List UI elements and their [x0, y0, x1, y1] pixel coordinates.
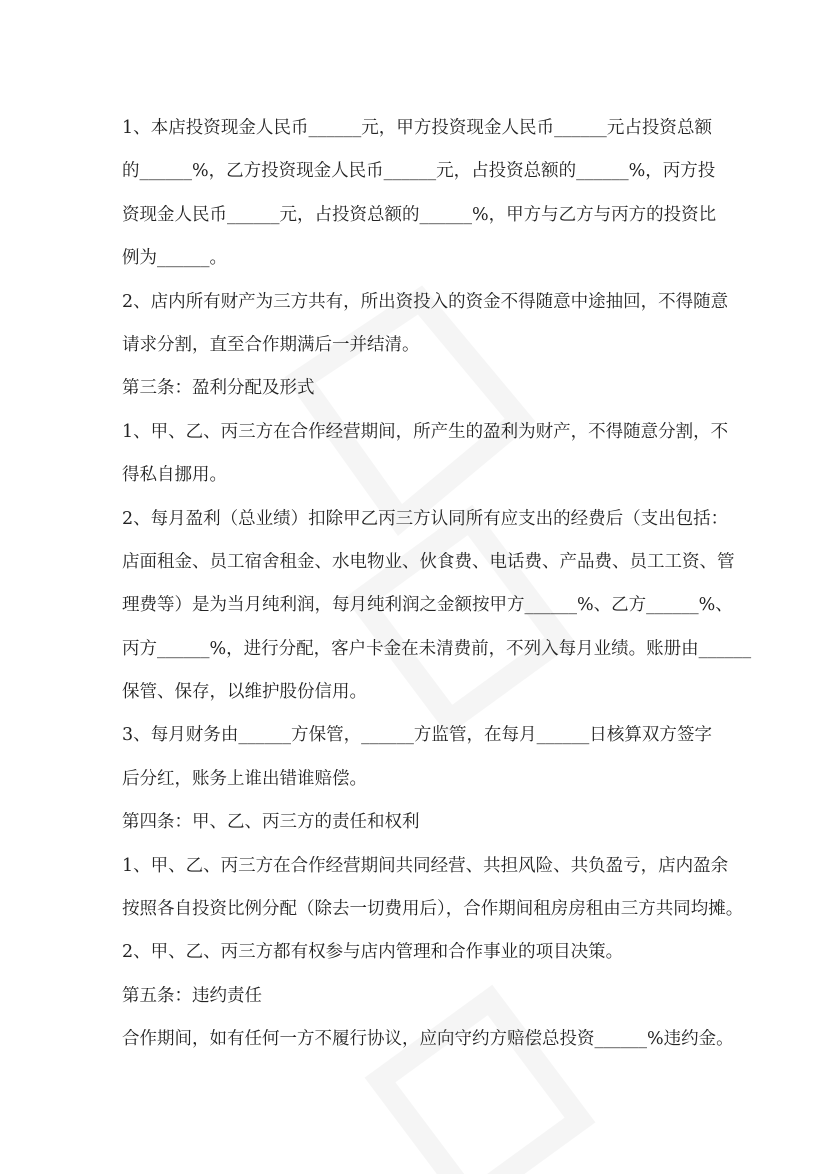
- text-line-content: 1、甲、乙、丙三方在合作经营期间，所产生的盈利为财产，不得随意分割，不: [122, 421, 729, 442]
- text-line: [122, 587, 733, 630]
- text-line-content: 按照各自投资比例分配（除去一切费用后），合作期间租房房租由三方共同均摊。: [122, 899, 744, 920]
- text-line: [122, 717, 712, 760]
- text-line: [122, 1021, 734, 1064]
- text-line-content: 第五条：违约责任: [122, 985, 262, 1006]
- text-line-content: 3、每月财务由______方保管，______方监管，在每月______日核算双方签字: [122, 725, 713, 746]
- text-line-content: 丙方______%，进行分配，客户卡金在未清费前，不列入每月业绩。账册由______: [122, 638, 752, 659]
- text-line-content: 保管、保存，以维护股份信用。: [122, 682, 367, 703]
- text-line: [122, 631, 752, 674]
- text-line-content: 后分红，账务上谁出错谁赔偿。: [122, 768, 367, 789]
- text-line-content: 的______%，乙方投资现金人民币______元，占投资总额的______%，丙方投: [122, 161, 716, 182]
- text-line-content: 例为______。: [122, 248, 227, 269]
- text-line-content: 资现金人民币______元，占投资总额的______%，甲方与乙方与丙方的投资比: [122, 204, 717, 225]
- text-line: [122, 501, 729, 544]
- text-line-content: 第四条：甲、乙、丙三方的责任和权利: [122, 812, 420, 833]
- text-line-content: 1、甲、乙、丙三方在合作经营期间共同经营、共担风险、共负盈亏，店内盈余: [122, 855, 729, 876]
- text-line-content: 2、甲、乙、丙三方都有权参与店内管理和合作事业的项目决策。: [122, 942, 624, 963]
- text-line: [122, 761, 712, 804]
- text-line: [122, 848, 729, 891]
- text-line: [122, 544, 735, 587]
- text-line: [122, 197, 717, 240]
- section-heading: [122, 978, 712, 1021]
- text-line-content: 请求分割，直至合作期满后一并结清。: [122, 334, 420, 355]
- text-line-content: 店面租金、员工宿舍租金、水电物业、伙食费、电话费、产品费、员工工资、管: [122, 551, 735, 572]
- text-line: [122, 891, 744, 934]
- text-line: [122, 934, 712, 977]
- document-body: [122, 110, 752, 1065]
- text-line: [122, 110, 712, 153]
- text-line: [122, 674, 712, 717]
- text-line: [122, 284, 729, 327]
- text-line: [122, 457, 712, 500]
- section-heading: [122, 370, 712, 413]
- text-line: [122, 414, 729, 457]
- text-line: [122, 153, 716, 196]
- text-line: [122, 327, 712, 370]
- text-line-content: 理费等）是为当月纯利润，每月纯利润之金额按甲方______%、乙方______%、: [122, 595, 733, 616]
- section-heading: [122, 804, 712, 847]
- text-line-content: 第三条：盈利分配及形式: [122, 378, 315, 399]
- text-line-content: 得私自挪用。: [122, 465, 227, 486]
- text-line-content: 2、店内所有财产为三方共有，所出资投入的资金不得随意中途抽回，不得随意: [122, 291, 729, 312]
- text-line-content: 1、本店投资现金人民币______元，甲方投资现金人民币______元占投资总额: [122, 118, 713, 138]
- text-line: [122, 240, 712, 283]
- text-line-content: 合作期间，如有任何一方不履行协议，应向守约方赔偿总投资______%违约金。: [122, 1029, 734, 1050]
- text-line-content: 2、每月盈利（总业绩）扣除甲乙丙三方认同所有应支出的经费后（支出包括：: [122, 508, 729, 529]
